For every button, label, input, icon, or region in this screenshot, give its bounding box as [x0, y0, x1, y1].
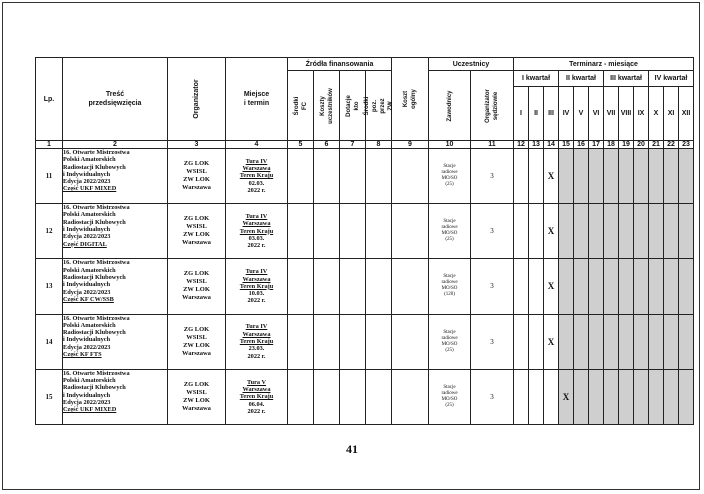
participants	[429, 259, 471, 314]
month-cell-5	[574, 314, 589, 369]
organizer-line: Warszawa	[182, 349, 211, 357]
header-month-8: VIII	[619, 87, 634, 141]
organizer-line: Warszawa	[182, 239, 211, 247]
header-terminarz: Terminarz - miesiące	[514, 58, 694, 71]
month-cell-1	[514, 369, 529, 424]
column-number: 22	[664, 141, 679, 149]
month-cell-1	[514, 149, 529, 204]
event-description	[63, 369, 168, 424]
empty-cell	[340, 259, 366, 314]
month-cell-10	[649, 204, 664, 259]
column-number: 10	[429, 141, 471, 149]
empty-cell	[314, 369, 340, 424]
header-tresc: Treść przedsięwzięcia	[63, 58, 168, 141]
month-cell-10	[649, 149, 664, 204]
empty-cell	[340, 314, 366, 369]
header-srodki-zw: Środki poz. przez ZW	[366, 71, 392, 141]
organizers-count: 3	[471, 259, 514, 314]
month-cell-12	[679, 314, 694, 369]
place-line: Warszawa	[242, 165, 271, 173]
round-label: Tura IV	[245, 323, 268, 331]
participants-line: Stacje	[443, 384, 456, 390]
month-cell-1	[514, 314, 529, 369]
place-and-date	[226, 314, 288, 369]
header-month-10: X	[649, 87, 664, 141]
participants-line: radiowe	[441, 335, 458, 341]
column-number: 19	[619, 141, 634, 149]
participants-line: MO/SO	[441, 286, 458, 292]
column-number: 11	[471, 141, 514, 149]
event-part: Część UKF MIXED	[63, 185, 117, 193]
description-line: Polski Amatorskich	[63, 211, 116, 219]
month-cell-12	[679, 259, 694, 314]
place-and-date	[226, 259, 288, 314]
date-line: 2022 r.	[247, 352, 266, 360]
description-line: Edycja 2022/2023	[63, 398, 111, 406]
month-cell-5	[574, 259, 589, 314]
description-line: Polski Amatorskich	[63, 266, 116, 274]
month-cell-2	[529, 314, 544, 369]
month-cell-2	[529, 259, 544, 314]
organizer-line: WSISL	[186, 168, 207, 176]
schedule-table	[35, 57, 694, 425]
organizer	[168, 259, 226, 314]
description-line: 16. Otwarte Mistrzostwa	[63, 369, 130, 377]
date-line: 06.04.	[248, 400, 265, 408]
empty-cell	[314, 314, 340, 369]
date-line: 2022 r.	[247, 297, 266, 305]
month-cell-11	[664, 314, 679, 369]
month-cell-8	[619, 314, 634, 369]
column-number: 14	[544, 141, 559, 149]
place-line: Teren Kraju	[239, 393, 274, 401]
participants-line: MO/SO	[441, 396, 458, 402]
date-line: 2022 r.	[247, 242, 266, 250]
description-line: 16. Otwarte Mistrzostwa	[63, 149, 130, 156]
month-cell-2	[529, 369, 544, 424]
organizer-line: WSISL	[186, 333, 207, 341]
empty-cell	[340, 204, 366, 259]
header-koszt: Koszt ogólny	[392, 58, 429, 141]
month-cell-10	[649, 259, 664, 314]
header-organizator: Organizator	[168, 58, 226, 141]
participants-line: radiowe	[441, 170, 458, 176]
header-lp: Lp.	[36, 58, 63, 141]
organizer-line: ZW LOK	[183, 341, 210, 349]
description-line: i Indywidualnych	[63, 170, 111, 178]
place-and-date	[226, 149, 288, 204]
empty-cell	[314, 259, 340, 314]
organizer	[168, 149, 226, 204]
month-cell-5	[574, 149, 589, 204]
description-line: Edycja 2022/2023	[63, 288, 111, 296]
header-uczestnicy: Uczestnicy	[429, 58, 514, 71]
event-description	[63, 314, 168, 369]
column-number: 23	[679, 141, 694, 149]
participants-line: (25)	[445, 182, 454, 188]
empty-cell	[392, 204, 429, 259]
month-cell-2	[529, 204, 544, 259]
header-kwartal-3: III kwartał	[604, 71, 649, 87]
empty-cell	[366, 314, 392, 369]
header-miejsce: Miejsce i termin	[226, 58, 288, 141]
round-label: Tura IV	[245, 157, 268, 165]
place-and-date	[226, 369, 288, 424]
column-number: 15	[559, 141, 574, 149]
column-number: 8	[366, 141, 392, 149]
month-cell-11	[664, 149, 679, 204]
row-number: 15	[36, 369, 63, 424]
header-month-6: VI	[589, 87, 604, 141]
place-line: Teren Kraju	[239, 172, 274, 180]
month-cell-9	[634, 369, 649, 424]
column-number: 2	[63, 141, 168, 149]
header-organizator-sedziowie: Organizator sędziowie	[471, 71, 514, 141]
header-month-11: XI	[664, 87, 679, 141]
empty-cell	[392, 149, 429, 204]
month-cell-11	[664, 369, 679, 424]
organizer-line: ZG LOK	[183, 325, 210, 333]
organizer-line: Warszawa	[182, 184, 211, 192]
table-row	[36, 259, 694, 314]
participants-line: radiowe	[441, 280, 458, 286]
empty-cell	[288, 369, 314, 424]
description-line: Polski Amatorskich	[63, 156, 116, 164]
date-line: 23.03.	[248, 345, 265, 353]
organizer	[168, 369, 226, 424]
participants	[429, 314, 471, 369]
organizer-line: ZG LOK	[183, 160, 210, 168]
month-cell-12	[679, 369, 694, 424]
month-cell-7	[604, 369, 619, 424]
organizers-count: 3	[471, 369, 514, 424]
month-cell-3: X	[544, 204, 559, 259]
place-line: Warszawa	[242, 275, 271, 283]
row-number: 13	[36, 259, 63, 314]
column-number: 12	[514, 141, 529, 149]
description-line: Radiostacji Klubowych	[63, 329, 126, 337]
event-part: Część DIGITAL	[63, 240, 107, 248]
date-line: 10.03.	[248, 290, 265, 298]
participants-line: (25)	[445, 347, 454, 353]
description-line: Edycja 2022/2023	[63, 343, 111, 351]
event-part: Część KF CW/SSB	[63, 295, 114, 303]
round-label: Tura IV	[245, 213, 268, 221]
month-cell-3: X	[544, 314, 559, 369]
month-cell-4	[559, 204, 574, 259]
column-number: 3	[168, 141, 226, 149]
table-row	[36, 369, 694, 424]
month-cell-9	[634, 149, 649, 204]
month-cell-4	[559, 314, 574, 369]
organizer-line: ZW LOK	[183, 176, 210, 184]
empty-cell	[392, 314, 429, 369]
header-kwartal-4: IV kwartał	[649, 71, 694, 87]
month-cell-5	[574, 369, 589, 424]
participants-line: (120)	[444, 292, 455, 298]
row-number: 11	[36, 149, 63, 204]
header-month-12: XII	[679, 87, 694, 141]
date-line: 2022 r.	[247, 407, 266, 415]
column-number: 5	[288, 141, 314, 149]
organizer	[168, 204, 226, 259]
row-number: 14	[36, 314, 63, 369]
header-zawodnicy: Zawodnicy	[429, 71, 471, 141]
month-cell-4: X	[559, 369, 574, 424]
month-cell-6	[589, 314, 604, 369]
month-cell-2	[529, 149, 544, 204]
participants	[429, 369, 471, 424]
month-cell-9	[634, 314, 649, 369]
column-number: 17	[589, 141, 604, 149]
date-line: 02.03.	[248, 179, 265, 187]
month-cell-3: X	[544, 259, 559, 314]
participants-line: MO/SO	[441, 231, 458, 237]
empty-cell	[392, 369, 429, 424]
column-number: 6	[314, 141, 340, 149]
organizer-line: WSISL	[186, 278, 207, 286]
month-cell-11	[664, 204, 679, 259]
column-number: 4	[226, 141, 288, 149]
round-label: Tura V	[246, 378, 267, 386]
description-line: i Indywidualnych	[63, 281, 111, 289]
event-part: Część KF FTS	[63, 351, 102, 359]
organizer	[168, 314, 226, 369]
empty-cell	[366, 259, 392, 314]
column-number: 16	[574, 141, 589, 149]
empty-cell	[392, 259, 429, 314]
description-line: 16. Otwarte Mistrzostwa	[63, 314, 130, 322]
place-line: Warszawa	[242, 385, 271, 393]
organizers-count: 3	[471, 149, 514, 204]
participants-line: Stacje	[443, 164, 456, 170]
description-line: 16. Otwarte Mistrzostwa	[63, 204, 130, 212]
place-line: Warszawa	[242, 330, 271, 338]
month-cell-11	[664, 259, 679, 314]
organizer-line: WSISL	[186, 388, 207, 396]
place-and-date	[226, 204, 288, 259]
column-number: 1	[36, 141, 63, 149]
column-number: 21	[649, 141, 664, 149]
organizer-line: ZG LOK	[183, 380, 210, 388]
description-line: i Indywidualnych	[63, 226, 111, 234]
month-cell-1	[514, 204, 529, 259]
header-month-2: II	[529, 87, 544, 141]
organizer-line: ZW LOK	[183, 396, 210, 404]
empty-cell	[288, 149, 314, 204]
column-number: 7	[340, 141, 366, 149]
description-line: Radiostacji Klubowych	[63, 273, 126, 281]
empty-cell	[340, 369, 366, 424]
month-cell-8	[619, 259, 634, 314]
participants	[429, 204, 471, 259]
column-number: 20	[634, 141, 649, 149]
column-number: 9	[392, 141, 429, 149]
empty-cell	[366, 369, 392, 424]
place-line: Teren Kraju	[239, 227, 274, 235]
month-cell-12	[679, 204, 694, 259]
description-line: Edycja 2022/2023	[63, 178, 111, 186]
empty-cell	[288, 314, 314, 369]
month-cell-8	[619, 204, 634, 259]
organizer-line: ZW LOK	[183, 286, 210, 294]
place-line: Teren Kraju	[239, 338, 274, 345]
month-cell-6	[589, 204, 604, 259]
event-part: Część UKF MIXED	[63, 406, 117, 414]
organizer-line: WSISL	[186, 223, 207, 231]
description-line: Polski Amatorskich	[63, 377, 116, 385]
participants-line: Stacje	[443, 329, 456, 335]
event-description	[63, 259, 168, 314]
participants-line: (25)	[445, 237, 454, 243]
event-description	[63, 149, 168, 204]
date-line: 2022 r.	[247, 187, 266, 195]
month-cell-12	[679, 149, 694, 204]
month-cell-8	[619, 369, 634, 424]
column-number: 13	[529, 141, 544, 149]
participants-line: (25)	[445, 402, 454, 408]
column-number: 18	[604, 141, 619, 149]
date-line: 03.03.	[248, 234, 265, 242]
row-number: 12	[36, 204, 63, 259]
month-cell-1	[514, 259, 529, 314]
header-month-3: III	[544, 87, 559, 141]
month-cell-4	[559, 149, 574, 204]
month-cell-9	[634, 259, 649, 314]
month-cell-3: X	[544, 149, 559, 204]
empty-cell	[314, 204, 340, 259]
description-line: Polski Amatorskich	[63, 321, 116, 329]
month-cell-7	[604, 149, 619, 204]
participants-line: Stacje	[443, 219, 456, 225]
month-cell-7	[604, 314, 619, 369]
description-line: Radiostacji Klubowych	[63, 163, 126, 171]
month-cell-5	[574, 204, 589, 259]
description-line: Edycja 2022/2023	[63, 233, 111, 241]
table-row	[36, 314, 694, 369]
description-line: Radiostacji Klubowych	[63, 384, 126, 392]
empty-cell	[366, 204, 392, 259]
empty-cell	[288, 204, 314, 259]
header-month-7: VII	[604, 87, 619, 141]
page-number: 41	[346, 442, 358, 456]
header-zrodla: Źródła finansowania	[288, 58, 392, 71]
organizers-count: 3	[471, 314, 514, 369]
empty-cell	[366, 149, 392, 204]
place-line: Warszawa	[242, 220, 271, 228]
participants	[429, 149, 471, 204]
table-row	[36, 204, 694, 259]
description-line: i Indywidualnych	[63, 391, 111, 399]
empty-cell	[288, 259, 314, 314]
organizers-count: 3	[471, 204, 514, 259]
participants-line: radiowe	[441, 225, 458, 231]
table-row	[36, 149, 694, 204]
month-cell-7	[604, 204, 619, 259]
description-line: 16. Otwarte Mistrzostwa	[63, 259, 130, 267]
header-month-9: IX	[634, 87, 649, 141]
description-line: Radiostacji Klubowych	[63, 218, 126, 226]
header-month-4: IV	[559, 87, 574, 141]
organizer-line: Warszawa	[182, 404, 211, 412]
month-cell-6	[589, 259, 604, 314]
participants-line: MO/SO	[441, 176, 458, 182]
month-cell-9	[634, 204, 649, 259]
organizer-line: ZW LOK	[183, 231, 210, 239]
month-cell-8	[619, 149, 634, 204]
month-cell-10	[649, 369, 664, 424]
month-cell-6	[589, 369, 604, 424]
month-cell-6	[589, 149, 604, 204]
month-cell-7	[604, 259, 619, 314]
organizer-line: Warszawa	[182, 294, 211, 302]
header-dotacje: Dotacje kto	[340, 71, 366, 141]
month-cell-3	[544, 369, 559, 424]
header-kwartal-1: I kwartał	[514, 71, 559, 87]
organizer-line: ZG LOK	[183, 270, 210, 278]
event-description	[63, 204, 168, 259]
description-line: i Indywidualnych	[63, 336, 111, 344]
header-koszty-uczestnikow: Koszty uczestników	[314, 71, 340, 141]
empty-cell	[314, 149, 340, 204]
participants-line: Stacje	[443, 274, 456, 280]
month-cell-4	[559, 259, 574, 314]
participants-line: MO/SO	[441, 341, 458, 347]
header-month-1: I	[514, 87, 529, 141]
participants-line: radiowe	[441, 390, 458, 396]
empty-cell	[340, 149, 366, 204]
month-cell-10	[649, 314, 664, 369]
organizer-line: ZG LOK	[183, 215, 210, 223]
header-kwartal-2: II kwartał	[559, 71, 604, 87]
header-month-5: V	[574, 87, 589, 141]
header-srodki-fc: Środki FC	[288, 71, 314, 141]
round-label: Tura IV	[245, 268, 268, 276]
place-line: Teren Kraju	[239, 282, 274, 290]
